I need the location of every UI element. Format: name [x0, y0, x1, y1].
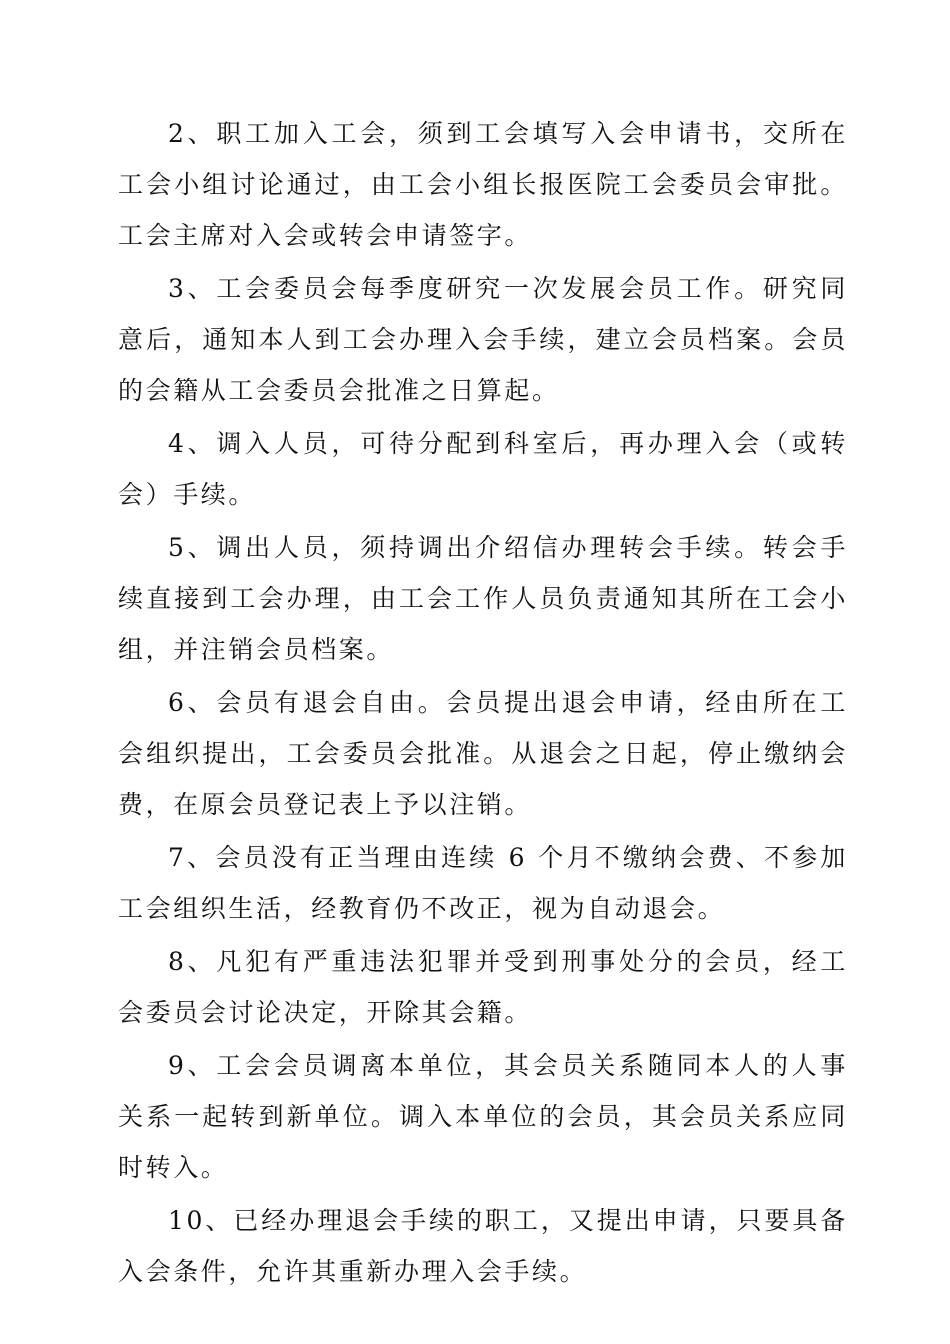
paragraph-item-6: 6、会员有退会自由。会员提出退会申请，经由所在工会组织提出，工会委员会批准。从退会之日起，停止缴纳会费，在原会员登记表上予以注销。 — [118, 688, 848, 819]
paragraph-item-10: 10、已经办理退会手续的职工，又提出申请，只要具备入会条件，允许其重新办理入会手续。 — [118, 1206, 848, 1286]
paragraph-item-4: 4、调入人员，可待分配到科室后，再办理入会（或转会）手续。 — [118, 429, 848, 509]
paragraph-item-8: 8、凡犯有严重违法犯罪并受到刑事处分的会员，经工会委员会讨论决定，开除其会籍。 — [118, 947, 848, 1027]
paragraph-item-7: 7、会员没有正当理由连续 6 个月不缴纳会费、不参加工会组织生活，经教育仍不改正，视为自动退会。 — [118, 843, 848, 923]
document-body — [118, 108, 848, 1299]
paragraph-item-5: 5、调出人员，须持调出介绍信办理转会手续。转会手续直接到工会办理，由工会工作人员负责通知其所在工会小组，并注销会员档案。 — [118, 533, 848, 664]
paragraph-item-3: 3、工会委员会每季度研究一次发展会员工作。研究同意后，通知本人到工会办理入会手续，建立会员档案。会员的会籍从工会委员会批准之日算起。 — [118, 274, 848, 405]
paragraph-item-2: 2、职工加入工会，须到工会填写入会申请书，交所在工会小组讨论通过，由工会小组长报医院工会委员会审批。工会主席对入会或转会申请签字。 — [118, 119, 848, 250]
paragraph-item-9: 9、工会会员调离本单位，其会员关系随同本人的人事关系一起转到新单位。调入本单位的会员，其会员关系应同时转入。 — [118, 1051, 848, 1182]
